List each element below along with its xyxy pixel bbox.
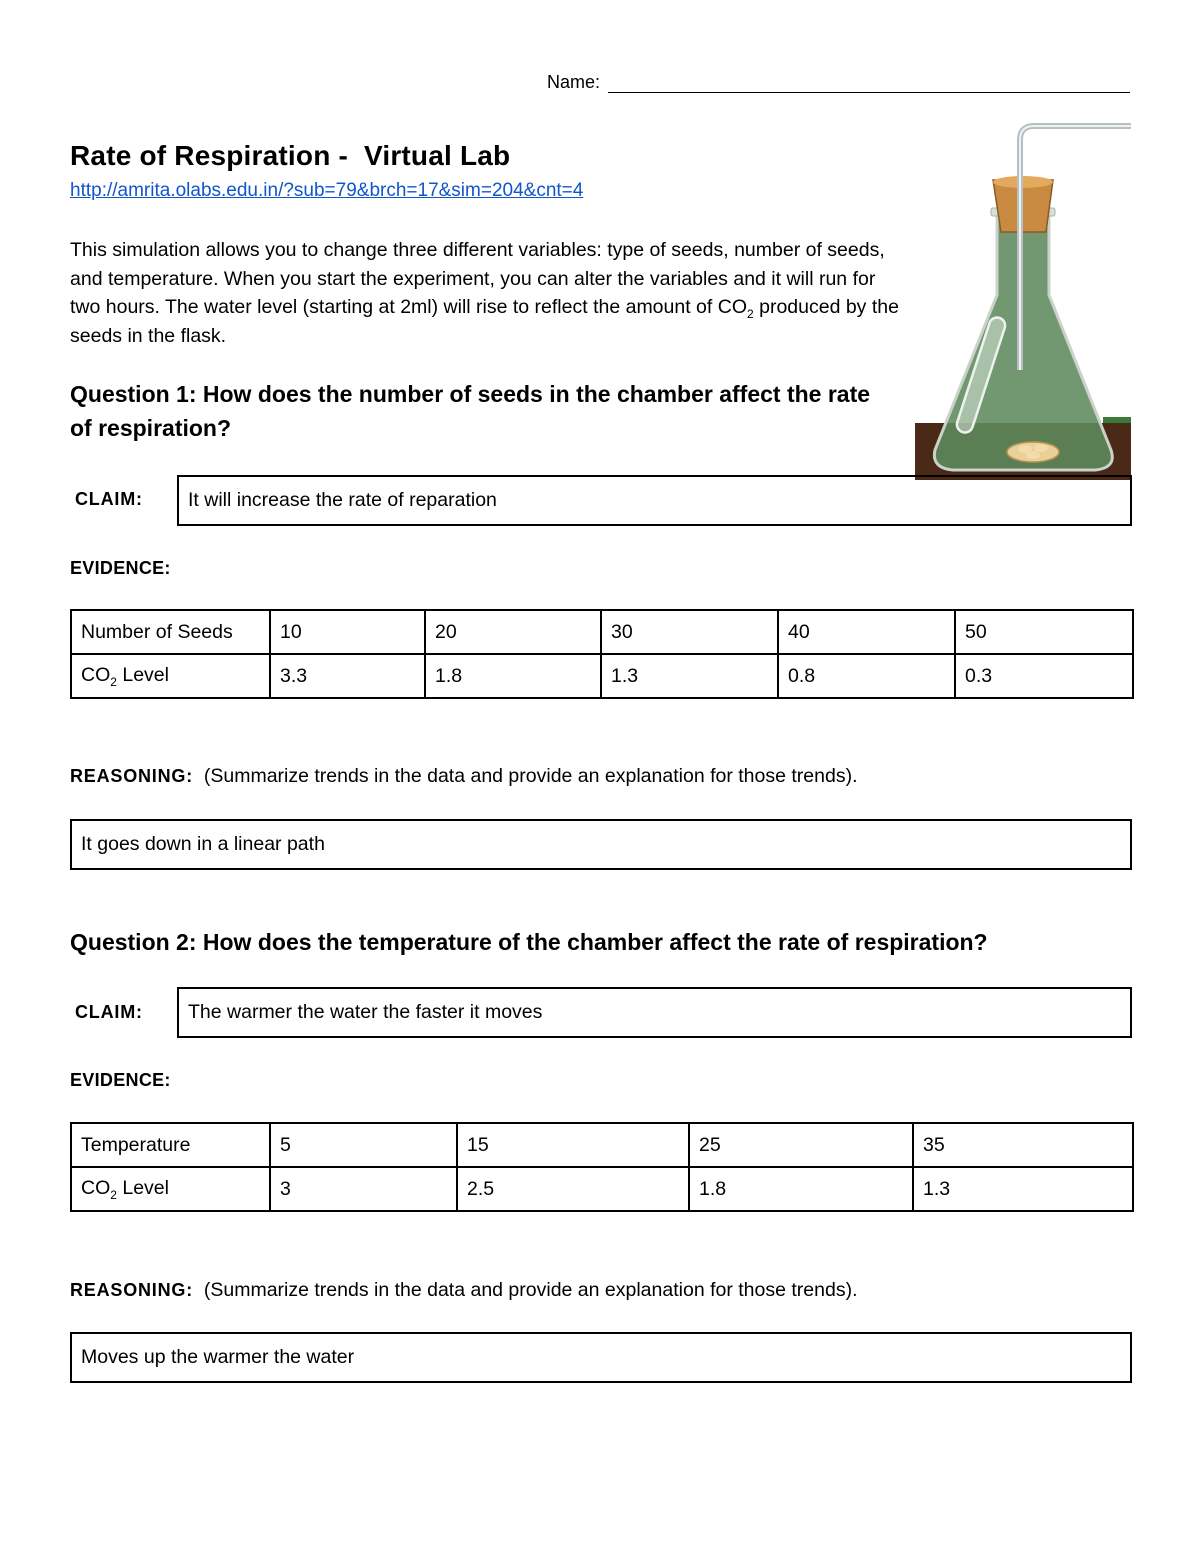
table-row [71, 1167, 1133, 1211]
table-cell[interactable]: 15 [457, 1123, 689, 1167]
name-label: Name: [547, 72, 601, 92]
q1-reasoning-label: REASONING: [70, 766, 194, 786]
seed [1026, 451, 1040, 459]
co2-subscript: 2 [110, 1187, 117, 1202]
level-suffix: Level [116, 1176, 169, 1199]
q2-reasoning-answer: Moves up the warmer the water [81, 1346, 355, 1368]
q2-evidence-table [70, 1122, 1134, 1212]
table-row [71, 610, 1133, 654]
level-suffix: Level [116, 663, 169, 686]
table-cell[interactable]: 1.8 [689, 1167, 913, 1211]
q1-claim-answer: It will increase the rate of reparation [188, 489, 497, 511]
table-cell[interactable]: 30 [601, 610, 778, 654]
question-1-heading: Question 1: How does the number of seeds in the chamber affect the rate of respiration? [70, 381, 871, 441]
q2-reasoning-label: REASONING: [70, 1280, 194, 1300]
table-cell[interactable]: 3 [270, 1167, 457, 1211]
q1-evidence-table [70, 609, 1134, 699]
grass-strip [1103, 417, 1131, 423]
q1-claim-label: CLAIM: [75, 489, 143, 509]
table-header-cell [71, 654, 270, 698]
name-blank-line[interactable] [608, 92, 1130, 93]
q1-reasoning-prompt: (Summarize trends in the data and provide an explanation for those trends). [203, 765, 858, 787]
seed [1034, 444, 1048, 452]
table-cell[interactable]: 10 [270, 610, 425, 654]
table-cell[interactable]: 50 [955, 610, 1133, 654]
q2-reasoning-box[interactable] [70, 1332, 1132, 1383]
table-header-cell: Number of Seeds [71, 610, 270, 654]
table-row [71, 1123, 1133, 1167]
table-cell[interactable]: 35 [913, 1123, 1133, 1167]
q2-reasoning-line [70, 1279, 857, 1302]
q2-evidence-label: EVIDENCE: [70, 1070, 171, 1090]
table-cell[interactable]: 1.8 [425, 654, 601, 698]
table-cell[interactable]: 25 [689, 1123, 913, 1167]
table-header-cell: Temperature [71, 1123, 270, 1167]
simulation-link[interactable]: http://amrita.olabs.edu.in/?sub=79&brch=17&sim=204&cnt=4 [70, 180, 584, 201]
intro-text-end: produced by the seeds in the flask. [70, 296, 899, 347]
q2-claim-box[interactable] [177, 987, 1132, 1038]
table-cell[interactable]: 0.3 [955, 654, 1133, 698]
q2-reasoning-prompt: (Summarize trends in the data and provide an explanation for those trends). [203, 1279, 858, 1301]
table-cell[interactable]: 0.8 [778, 654, 955, 698]
intro-subscript: 2 [747, 306, 754, 321]
question-2-heading: Question 2: How does the temperature of the chamber affect the rate of respiration? [70, 929, 988, 955]
q1-reasoning-answer: It goes down in a linear path [81, 833, 325, 855]
q2-claim-label: CLAIM: [75, 1002, 143, 1022]
q2-claim-answer: The warmer the water the faster it moves [188, 1001, 543, 1023]
table-cell[interactable]: 1.3 [601, 654, 778, 698]
table-cell[interactable]: 3.3 [270, 654, 425, 698]
intro-paragraph [70, 236, 900, 350]
co2-subscript: 2 [110, 674, 117, 689]
table-cell[interactable]: 1.3 [913, 1167, 1133, 1211]
flask-illustration [913, 120, 1131, 480]
table-header-cell [71, 1167, 270, 1211]
table-row [71, 654, 1133, 698]
q1-reasoning-box[interactable] [70, 819, 1132, 870]
table-cell[interactable]: 2.5 [457, 1167, 689, 1211]
table-cell[interactable]: 20 [425, 610, 601, 654]
table-cell[interactable]: 5 [270, 1123, 457, 1167]
co2-label: CO [81, 663, 111, 686]
table-cell[interactable]: 40 [778, 610, 955, 654]
intro-text: This simulation allows you to change three different variables: type of seeds, number of seeds, and temperature. When you start the experiment, you can alter the variables and it will run for two hours. The water level (starting at 2ml) will rise to reflect the amount of CO [70, 239, 885, 318]
q1-evidence-label: EVIDENCE: [70, 558, 171, 578]
q1-reasoning-line [70, 765, 857, 788]
q1-claim-box[interactable] [177, 475, 1132, 526]
page-title: Rate of Respiration - Virtual Lab [70, 140, 511, 171]
co2-label: CO [81, 1176, 111, 1199]
